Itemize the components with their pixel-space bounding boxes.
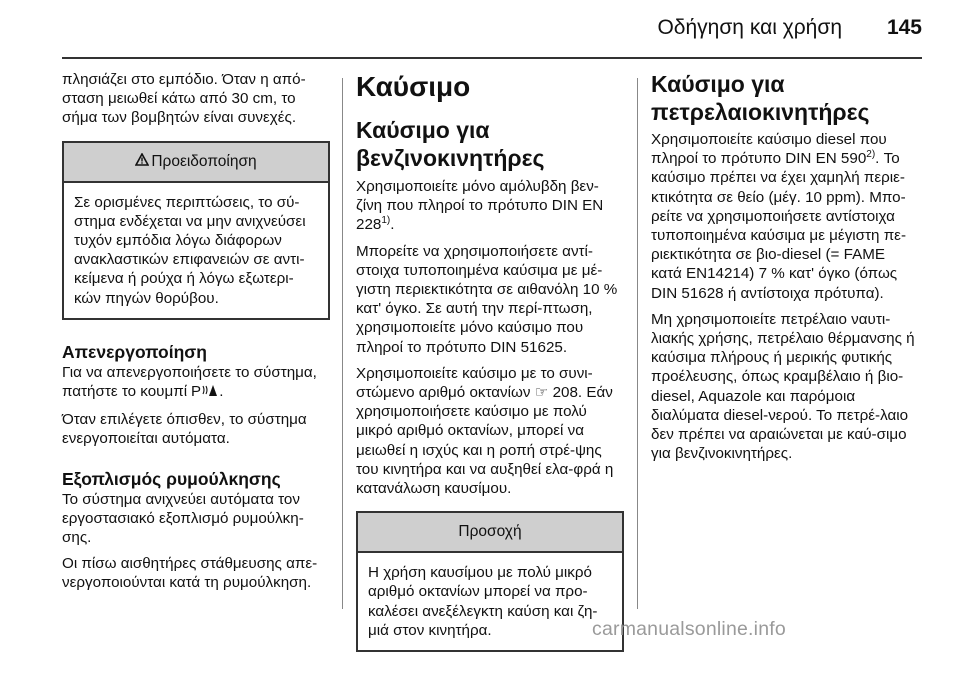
deactivation-paragraph	[62, 363, 330, 403]
column-2	[356, 70, 624, 673]
towbar-paragraph-1: Το σύστημα ανιχνεύει αυτόματα τον εργοστασιακό εξοπλισμό ρυμούλκη-σης.	[62, 490, 304, 547]
watermark: carmanualsonline.info	[592, 618, 786, 640]
parking-assist-button-icon	[191, 383, 219, 403]
footnote-ref-2: 2)	[866, 149, 876, 161]
warning-body: Σε ορισμένες περιπτώσεις, το σύ-στημα ενδέχεται να μην ανιχνεύσει τυχόν εμπόδια λόγω διάφορων ανακλαστικών επιφανειών σε αντι-κείμενα ή ρούχα ή λόγω εξωτερι-κών πηγών θορύβου.	[74, 193, 306, 307]
caution-box-header: Προσοχή	[358, 513, 622, 553]
parking-assist-button-glyph: P	[191, 383, 202, 399]
page-header	[0, 0, 960, 58]
column-divider-1	[342, 78, 343, 609]
deactivation-paragraph-2: Όταν επιλέγετε όπισθεν, το σύστημα ενεργοποιείται αυτόματα.	[62, 411, 307, 448]
caution-box	[356, 511, 624, 652]
diesel-paragraph-1	[651, 130, 919, 303]
petrol-paragraph-1-end: .	[390, 216, 395, 234]
fuel-title: Καύσιμο	[356, 71, 471, 102]
column-divider-2	[637, 78, 638, 609]
page-section-title: Οδήγηση και χρήση	[657, 16, 842, 39]
petrol-paragraph-3-end: . Εάν χρησιμοποιήσετε καύσιμο με πολύ μικρό αριθμό οκτανίων, μπορεί να μειωθεί η ισχύς και η ροπή στρέ-ψης του κινητήρα και να αυξηθεί ελα-φρά η κατανάλωση καυσίμου.	[356, 384, 614, 498]
warning-title: Προειδοποίηση	[151, 152, 257, 170]
footnote-ref-1: 1)	[381, 215, 391, 227]
page-reference-number[interactable]: 208	[552, 384, 578, 402]
petrol-fuel-heading: Καύσιμο για βενζινοκινητήρες	[356, 117, 545, 171]
petrol-paragraph-3-text: Χρησιμοποιείτε καύσιμο με το συνι-στώμενο αριθμό οκτανίων	[356, 364, 593, 402]
towbar-heading: Εξοπλισμός ρυμούλκησης	[62, 468, 281, 489]
diesel-paragraph-1-end: . Το καύσιμο πρέπει να έχει χαμηλή περιε-κτικότητα σε θείο (μέγ. 10 ppm). Μπο-ρείτε να χρησιμοποιήσετε αντίστοιχα τυποποιημένα καύσιμα με μέγιστη πε-ριεκτικότητα σε βιο-diesel (= FAME κατά EN14214) 7 % κατ' όγκο (όπως DIN 51628 ή αντίστοιχα πρότυπα).	[651, 150, 907, 302]
diesel-fuel-heading: Καύσιμο για πετρελαιοκινητήρες	[651, 71, 870, 125]
towbar-paragraph-2: Οι πίσω αισθητήρες στάθμευσης απε-νεργοποιούνται κατά τη ρυμούλκηση.	[62, 555, 318, 592]
header-divider	[62, 57, 922, 59]
deactivation-heading: Απενεργοποίηση	[62, 341, 207, 362]
petrol-paragraph-1	[356, 177, 624, 235]
warning-box	[62, 141, 330, 320]
column-3	[651, 70, 919, 470]
column-1	[62, 70, 330, 600]
warning-triangle-icon	[135, 143, 149, 181]
petrol-paragraph-2: Μπορείτε να χρησιμοποιήσετε αντί-στοιχα τυποποιημένα καύσιμα με μέ-γιστη περιεκτικότητα σε αιθανόλη 10 % κατ' όγκο. Σε αυτή την περί-πτωση, χρησιμοποιείτε μόνο καύσιμο που πληροί το πρότυπο DIN 51625.	[356, 242, 618, 356]
intro-paragraph: πλησιάζει στο εμπόδιο. Όταν η από-σταση μειωθεί κάτω από 30 cm, το σήμα των βομβητών είναι συνεχές.	[62, 71, 306, 127]
diesel-paragraph-2: Μη χρησιμοποιείτε πετρέλαιο ναυτι-λιακής χρήσης, πετρέλαιο θέρμανσης ή καύσιμα πλήρους ή μερικής φυτικής προέλευσης, όπως κραμβέλαιο ή βιο-diesel, Aquazole και παρόμοια διαλύματα diesel-νερού. Το πετρέ-λαιο δεν πρέπει να αραιώνεται με καύ-σιμο για βενζινοκινητήρες.	[651, 310, 915, 463]
page-number: 145	[886, 16, 922, 39]
diesel-paragraph-1-text: Χρησιμοποιείτε καύσιμο diesel που πληροί το πρότυπο DIN EN 590	[651, 131, 887, 168]
deactivation-text-end: .	[219, 383, 224, 401]
petrol-paragraph-1-text: Χρησιμοποιείτε μόνο αμόλυβδη βεν-ζίνη που πληροί το πρότυπο DIN EN 228	[356, 178, 604, 234]
caution-body: Η χρήση καυσίμου με πολύ μικρό αριθμό οκτανίων μπορεί να προ-καλέσει ανεξέλεγκτη καύση και ζη-μιά στον κινητήρα.	[368, 564, 598, 639]
warning-box-header	[64, 143, 328, 183]
petrol-paragraph-3	[356, 364, 624, 498]
deactivation-text: Για να απενεργοποιήσετε το σύστημα, πατήστε το κουμπί	[62, 363, 317, 401]
page-reference-icon: ☞	[534, 384, 549, 402]
